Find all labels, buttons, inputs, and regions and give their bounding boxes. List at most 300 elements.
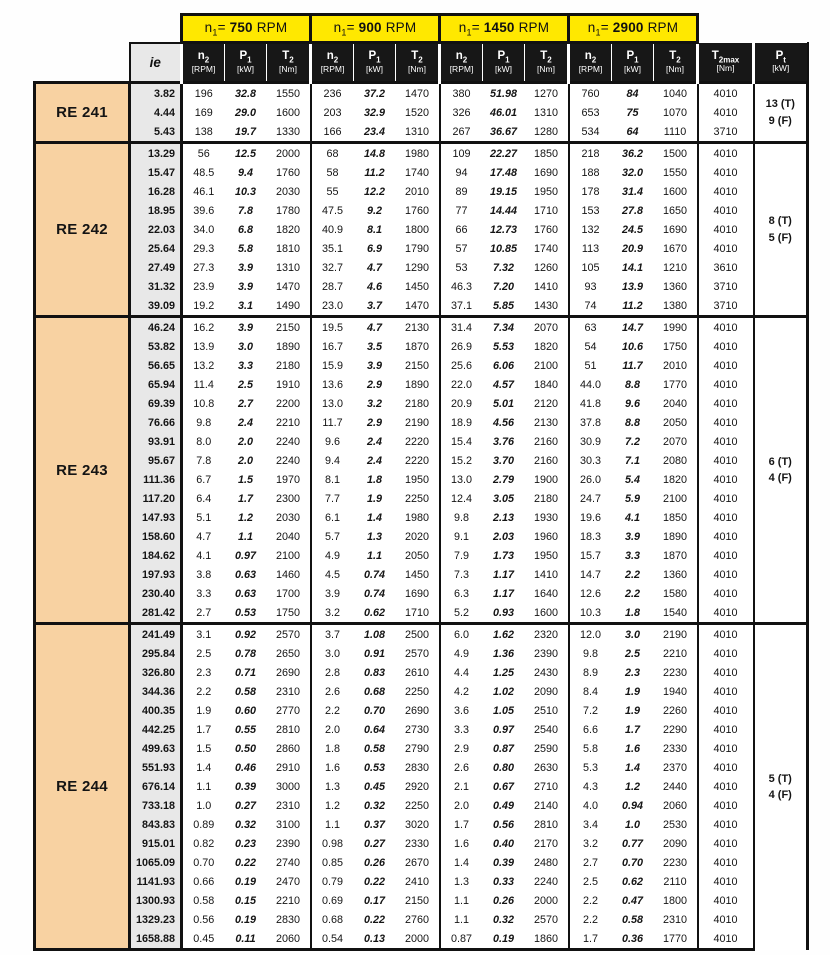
t2-value: 1840 [525, 375, 569, 394]
n2-unit: [RPM] [191, 63, 216, 74]
table-row [35, 337, 808, 356]
t2-value: 1890 [396, 375, 440, 394]
table-body [35, 83, 808, 950]
t2-value: 1070 [654, 103, 698, 122]
p1-value: 1.8 [612, 603, 654, 624]
speed-header-900: $n_1= 900$ RPM [311, 15, 440, 43]
p1-value: 3.05 [483, 489, 525, 508]
n2-value: 1.6 [311, 758, 354, 777]
t2-unit: [Nm] [666, 63, 684, 74]
n2-value: 1.1 [440, 891, 483, 910]
t2-value: 1750 [654, 337, 698, 356]
t2-value: 2150 [396, 356, 440, 375]
t2max-value: 3710 [698, 122, 754, 143]
n2-value: 236 [311, 83, 354, 104]
speed-header-750: $n_1= 750$ RPM [182, 15, 311, 43]
p1-value: 64 [612, 122, 654, 143]
ie-value: 18.95 [130, 201, 182, 220]
n2-value: 74 [569, 296, 612, 317]
p1-value: 0.19 [225, 910, 267, 929]
n2-value: 7.2 [569, 701, 612, 720]
t2-value: 1650 [654, 201, 698, 220]
n2-value: 20.9 [440, 394, 483, 413]
p1-value: 1.6 [612, 739, 654, 758]
p1-value: 0.53 [225, 603, 267, 624]
table-row [35, 853, 808, 872]
t2-value: 2060 [654, 796, 698, 815]
t2-value: 1550 [654, 163, 698, 182]
p1-value: 4.57 [483, 375, 525, 394]
n2-value: 23.0 [311, 296, 354, 317]
n2-value: 0.58 [182, 891, 225, 910]
t2-value: 1700 [267, 584, 311, 603]
ie-value: 344.36 [130, 682, 182, 701]
pt-line: 6 (T) [768, 455, 792, 468]
p1-value: 23.4 [354, 122, 396, 143]
table-row [35, 163, 808, 182]
n2-value: 109 [440, 143, 483, 164]
t2-value: 2440 [654, 777, 698, 796]
n2-value: 29.3 [182, 239, 225, 258]
t2-value: 2470 [267, 872, 311, 891]
t2-value: 2090 [654, 834, 698, 853]
t2-value: 2610 [396, 663, 440, 682]
n2-value: 132 [569, 220, 612, 239]
t2-value: 2030 [267, 182, 311, 201]
t2max-value: 4010 [698, 891, 754, 910]
n2-value: 9.8 [569, 644, 612, 663]
table-row [35, 277, 808, 296]
p1-value: 1.9 [354, 489, 396, 508]
table-row [35, 682, 808, 701]
t2-value: 3000 [267, 777, 311, 796]
t2-value: 2070 [654, 432, 698, 451]
t2-value: 1690 [525, 163, 569, 182]
p1-value: 2.5 [225, 375, 267, 394]
p1-value: 1.5 [225, 470, 267, 489]
p1-symbol-letter: P [497, 50, 506, 63]
t2-value: 2180 [267, 356, 311, 375]
table-row [35, 796, 808, 815]
n2-value: 1.4 [182, 758, 225, 777]
t2-value: 1470 [267, 277, 311, 296]
p1-value: 14.8 [354, 143, 396, 164]
p1-value: 5.53 [483, 337, 525, 356]
p1-value: 0.13 [354, 929, 396, 950]
n2-unit: [RPM] [578, 63, 603, 74]
header-spacer-model [35, 43, 130, 83]
t2-value: 1900 [525, 470, 569, 489]
n2-value: 2.6 [311, 682, 354, 701]
n2-value: 12.4 [440, 489, 483, 508]
ie-value: 5.43 [130, 122, 182, 143]
n2-value: 18.3 [569, 527, 612, 546]
p1-value: 0.87 [483, 739, 525, 758]
n2-value: 18.9 [440, 413, 483, 432]
p1-value: 3.2 [354, 394, 396, 413]
t2-value: 1910 [267, 375, 311, 394]
table-row [35, 603, 808, 624]
ie-column-header: ie [130, 43, 182, 83]
p1-value: 75 [612, 103, 654, 122]
ie-value: 111.36 [130, 470, 182, 489]
p1-value: 1.7 [225, 489, 267, 508]
p1-value: 1.73 [483, 546, 525, 565]
t2-column-header [396, 43, 440, 83]
p1-value: 0.45 [354, 777, 396, 796]
t2-value: 1600 [267, 103, 311, 122]
p1-value: 0.83 [354, 663, 396, 682]
p1-value: 0.55 [225, 720, 267, 739]
n2-value: 5.1 [182, 508, 225, 527]
p1-value: 5.85 [483, 296, 525, 317]
t2-unit: [Nm] [408, 63, 426, 74]
p1-value: 5.8 [225, 239, 267, 258]
p1-value: 0.22 [354, 872, 396, 891]
pt-column-header: $P_t$ [kW] [754, 43, 808, 83]
t2-value: 1970 [267, 470, 311, 489]
t2max-value: 4010 [698, 356, 754, 375]
p1-value: 22.27 [483, 143, 525, 164]
n2-value: 26.9 [440, 337, 483, 356]
p1-value: 0.67 [483, 777, 525, 796]
n2-symbol-letter: n [584, 50, 592, 63]
table-row [35, 470, 808, 489]
n2-value: 4.3 [569, 777, 612, 796]
ie-value: 76.66 [130, 413, 182, 432]
p1-value: 0.78 [225, 644, 267, 663]
t2-value: 2570 [396, 644, 440, 663]
t2-value: 1980 [396, 508, 440, 527]
t2-unit: [Nm] [537, 63, 555, 74]
n2-value: 1.7 [440, 815, 483, 834]
t2-value: 1770 [654, 375, 698, 394]
p1-value: 0.71 [225, 663, 267, 682]
p1-value: 17.48 [483, 163, 525, 182]
n2-value: 3.8 [182, 565, 225, 584]
n2-value: 37.1 [440, 296, 483, 317]
p1-unit: [kW] [237, 63, 254, 74]
p1-value: 1.4 [354, 508, 396, 527]
n2-value: 13.0 [311, 394, 354, 413]
t2max-value: 4010 [698, 644, 754, 663]
table-row [35, 872, 808, 891]
n2-value: 166 [311, 122, 354, 143]
pt-line: 4 (F) [768, 472, 792, 484]
n2-value: 1.0 [182, 796, 225, 815]
p1-value: 27.8 [612, 201, 654, 220]
table-row [35, 720, 808, 739]
t2max-value: 4010 [698, 413, 754, 432]
n2-value: 12.6 [569, 584, 612, 603]
n2-value: 15.4 [440, 432, 483, 451]
t2-value: 2060 [267, 929, 311, 950]
t2-value: 2040 [267, 527, 311, 546]
n2-value: 0.98 [311, 834, 354, 853]
p1-value: 0.46 [225, 758, 267, 777]
p1-value: 84 [612, 83, 654, 104]
n2-value: 9.6 [311, 432, 354, 451]
p1-value: 0.63 [225, 565, 267, 584]
t2-value: 2320 [525, 624, 569, 645]
n2-value: 1.1 [182, 777, 225, 796]
t2max-value: 4010 [698, 527, 754, 546]
t2-value: 2810 [525, 815, 569, 834]
n2-value: 380 [440, 83, 483, 104]
n2-value: 27.3 [182, 258, 225, 277]
t2-value: 1990 [654, 317, 698, 338]
t2-value: 2150 [267, 317, 311, 338]
model-label: RE 243 [35, 317, 130, 624]
p1-value: 2.4 [354, 432, 396, 451]
n1-symbol: $n_1=$ [204, 19, 226, 38]
p1-value: 1.8 [354, 470, 396, 489]
p1-value: 0.17 [354, 891, 396, 910]
t2-value: 2000 [525, 891, 569, 910]
n2-value: 196 [182, 83, 225, 104]
t2max-value: 4010 [698, 929, 754, 950]
t2max-value: 4010 [698, 910, 754, 929]
t2-value: 2110 [654, 872, 698, 891]
t2-value: 1870 [396, 337, 440, 356]
p1-column-header [612, 43, 654, 83]
table-row [35, 663, 808, 682]
n2-value: 6.7 [182, 470, 225, 489]
n2-value: 41.8 [569, 394, 612, 413]
table-row [35, 584, 808, 603]
p1-value: 13.9 [612, 277, 654, 296]
t2-value: 1690 [654, 220, 698, 239]
p1-value: 0.19 [483, 929, 525, 950]
t2-value: 1800 [396, 220, 440, 239]
t2-value: 2210 [267, 413, 311, 432]
p1-value: 0.63 [225, 584, 267, 603]
table-row [35, 565, 808, 584]
n2-value: 19.6 [569, 508, 612, 527]
pt-rating [754, 143, 808, 317]
t2-value: 2190 [654, 624, 698, 645]
p1-symbol-letter: P [626, 50, 635, 63]
n2-value: 54 [569, 337, 612, 356]
n2-value: 34.0 [182, 220, 225, 239]
t2max-value: 4010 [698, 739, 754, 758]
n2-value: 57 [440, 239, 483, 258]
n2-value: 3.1 [182, 624, 225, 645]
n2-value: 5.8 [569, 739, 612, 758]
n2-value: 1.1 [311, 815, 354, 834]
p1-value: 0.39 [225, 777, 267, 796]
p1-value: 0.23 [225, 834, 267, 853]
n2-value: 19.2 [182, 296, 225, 317]
n2-value: 11.4 [182, 375, 225, 394]
t2-value: 2570 [267, 624, 311, 645]
t2-column-header [525, 43, 569, 83]
p1-value: 11.2 [612, 296, 654, 317]
t2-value: 1850 [525, 143, 569, 164]
pt-symbol: $P_t$ [775, 49, 786, 65]
t2-value: 1820 [654, 470, 698, 489]
n2-value: 6.0 [440, 624, 483, 645]
t2max-value: 4010 [698, 470, 754, 489]
n2-value: 7.3 [440, 565, 483, 584]
n2-value: 1.2 [311, 796, 354, 815]
n2-value: 16.2 [182, 317, 225, 338]
n2-value: 2.5 [182, 644, 225, 663]
n2-symbol: $n_2$ [584, 50, 597, 65]
t2-value: 1670 [654, 239, 698, 258]
ie-value: 1065.09 [130, 853, 182, 872]
n2-value: 5.2 [440, 603, 483, 624]
p1-value: 4.7 [354, 258, 396, 277]
t2max-value: 4010 [698, 624, 754, 645]
t2-value: 2230 [654, 853, 698, 872]
p1-value: 0.53 [354, 758, 396, 777]
p1-value: 2.2 [612, 565, 654, 584]
table-row [35, 739, 808, 758]
t2-value: 2920 [396, 777, 440, 796]
t2max-value: 4010 [698, 777, 754, 796]
t2-value: 2590 [525, 739, 569, 758]
header-spacer-left [35, 15, 182, 43]
speed-header-1450: $n_1= 1450$ RPM [440, 15, 569, 43]
t2-value: 2530 [654, 815, 698, 834]
t2-value: 2260 [654, 701, 698, 720]
n2-value: 153 [569, 201, 612, 220]
p1-symbol: $P_1$ [497, 50, 510, 65]
ie-value: 46.24 [130, 317, 182, 338]
n2-value: 2.6 [440, 758, 483, 777]
n2-value: 25.6 [440, 356, 483, 375]
p1-value: 1.62 [483, 624, 525, 645]
t2-value: 1470 [396, 83, 440, 104]
ie-value: 65.94 [130, 375, 182, 394]
t2-value: 1490 [267, 296, 311, 317]
n2-value: 53 [440, 258, 483, 277]
t2-value: 2390 [525, 644, 569, 663]
p1-value: 2.4 [354, 451, 396, 470]
t2-value: 1710 [396, 603, 440, 624]
t2-value: 2370 [654, 758, 698, 777]
t2-value: 1640 [525, 584, 569, 603]
t2max-value: 4010 [698, 815, 754, 834]
table-row [35, 413, 808, 432]
p1-value: 6.06 [483, 356, 525, 375]
pt-line: 9 (F) [768, 114, 792, 127]
n2-value: 44.0 [569, 375, 612, 394]
pt-line: 5 (F) [768, 231, 792, 244]
n2-value: 46.3 [440, 277, 483, 296]
n2-value: 55 [311, 182, 354, 201]
table-row [35, 910, 808, 929]
p1-value: 0.56 [483, 815, 525, 834]
p1-value: 0.19 [225, 872, 267, 891]
t2-value: 2050 [654, 413, 698, 432]
n2-value: 0.54 [311, 929, 354, 950]
t2-column-header [267, 43, 311, 83]
t2max-value: 4010 [698, 451, 754, 470]
p1-unit: [kW] [366, 63, 383, 74]
p1-value: 2.79 [483, 470, 525, 489]
pt-rating [754, 83, 808, 143]
p1-value: 1.9 [612, 701, 654, 720]
t2-value: 1550 [267, 83, 311, 104]
n2-value: 2.1 [440, 777, 483, 796]
ie-value: 442.25 [130, 720, 182, 739]
t2-value: 2650 [267, 644, 311, 663]
t2-value: 1760 [396, 201, 440, 220]
p1-value: 3.9 [225, 317, 267, 338]
p1-value: 0.32 [354, 796, 396, 815]
t2-value: 1690 [396, 584, 440, 603]
t2-value: 2100 [525, 356, 569, 375]
p1-value: 19.7 [225, 122, 267, 143]
n2-value: 1.3 [311, 777, 354, 796]
p1-symbol: $P_1$ [626, 50, 639, 65]
t2max-value: 4010 [698, 834, 754, 853]
n2-value: 267 [440, 122, 483, 143]
t2-value: 1260 [525, 258, 569, 277]
t2-value: 2050 [396, 546, 440, 565]
n2-value: 1.6 [440, 834, 483, 853]
n2-value: 178 [569, 182, 612, 201]
n2-value: 2.0 [440, 796, 483, 815]
p1-value: 3.0 [612, 624, 654, 645]
ie-value: 147.93 [130, 508, 182, 527]
n1-symbol: $n_1=$ [587, 19, 609, 38]
n2-value: 3.6 [440, 701, 483, 720]
p1-value: 4.1 [612, 508, 654, 527]
n2-value: 0.45 [182, 929, 225, 950]
p1-value: 14.7 [612, 317, 654, 338]
t2max-value: 4010 [698, 489, 754, 508]
t2-value: 2540 [525, 720, 569, 739]
t2-value: 2140 [525, 796, 569, 815]
table-row [35, 239, 808, 258]
table-row [35, 451, 808, 470]
t2max-value: 4010 [698, 432, 754, 451]
n2-value: 2.2 [569, 891, 612, 910]
p1-value: 1.2 [612, 777, 654, 796]
ie-value: 95.67 [130, 451, 182, 470]
n2-value: 12.0 [569, 624, 612, 645]
t2max-value: 3610 [698, 258, 754, 277]
n2-value: 56 [182, 143, 225, 164]
n2-value: 13.0 [440, 470, 483, 489]
ie-value: 1658.88 [130, 929, 182, 950]
t2-value: 1740 [525, 239, 569, 258]
p1-value: 8.8 [612, 375, 654, 394]
p1-value: 0.58 [225, 682, 267, 701]
p1-value: 31.4 [612, 182, 654, 201]
ie-value: 27.49 [130, 258, 182, 277]
n2-value: 653 [569, 103, 612, 122]
table-row [35, 644, 808, 663]
n2-value: 0.87 [440, 929, 483, 950]
n2-value: 19.5 [311, 317, 354, 338]
ie-value: 733.18 [130, 796, 182, 815]
n2-value: 4.5 [311, 565, 354, 584]
model-label: RE 244 [35, 624, 130, 950]
t2-symbol-letter: T [282, 50, 290, 63]
t2-value: 2100 [654, 489, 698, 508]
p1-value: 0.33 [483, 872, 525, 891]
t2max-value: 4010 [698, 758, 754, 777]
n2-value: 28.7 [311, 277, 354, 296]
t2max-value: 3710 [698, 296, 754, 317]
t2max-value: 4010 [698, 796, 754, 815]
t2-value: 1750 [267, 603, 311, 624]
n2-symbol: $n_2$ [326, 50, 339, 65]
